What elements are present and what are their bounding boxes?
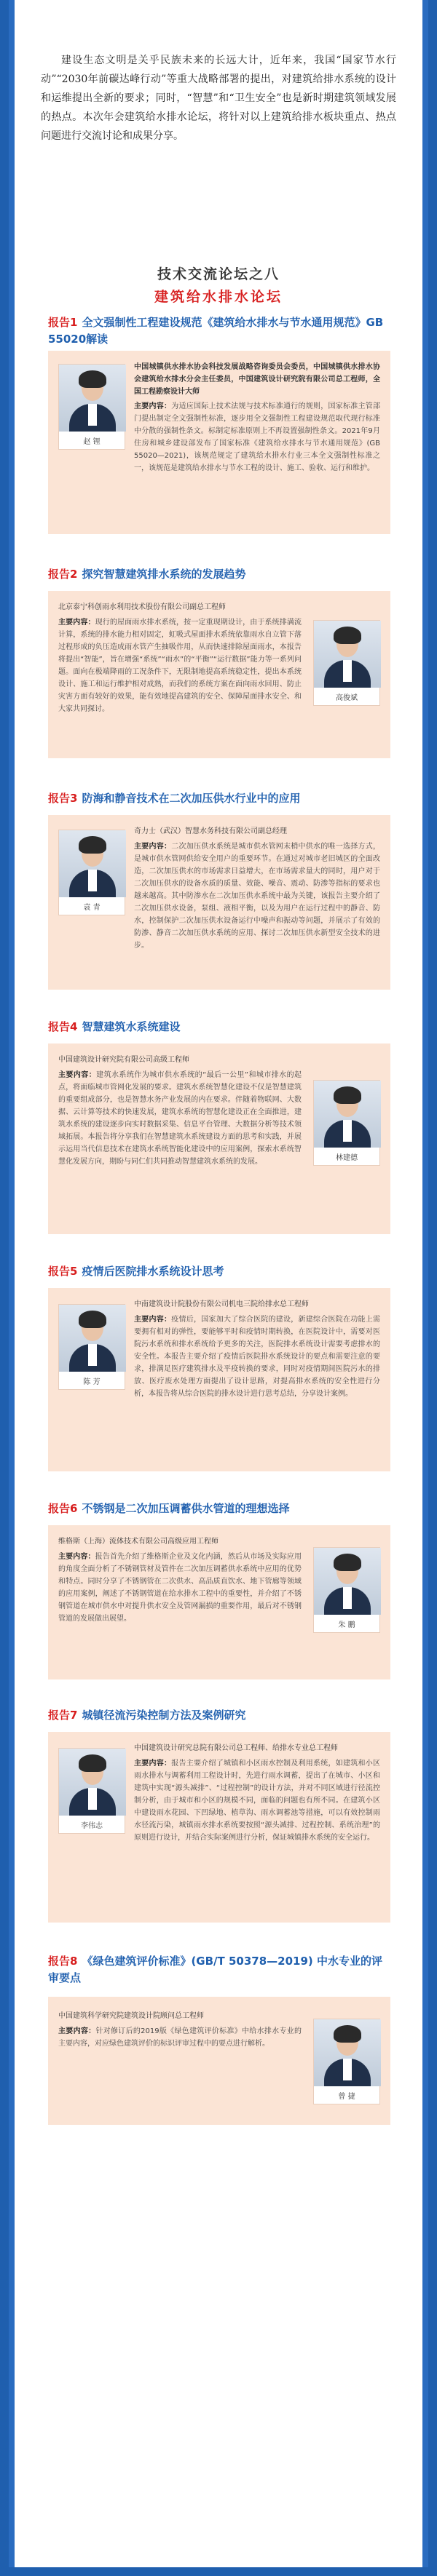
report-summary: 二次加压供水系统是城市供水管网末梢中供水的唯一选择方式，是城市供水管网供给安全用户的重要环节。在通过对城市老旧城区的全面改造，二次加压供水的市场需求日益增大，在市场需求量大的同时，用户对于二次加压供水的设备水质的质量、效能、噪音、震动、防渗等指标的要求也越来越高。其中防渗水在二次加压供水系统中最为关键，该报告主要介绍了二次加压供水设备，泵组、液相平衡，以及为用户在运行过程中的静音、防水，控制保护二次加压供水设备运行中噪声和振动等问题，并展示了有效的防渗、静音二次加压供水系统的应用、探讨二次加压供水新型安全技术的进步。 bbox=[134, 843, 380, 950]
forum-subtitle: 技术交流论坛之八 bbox=[157, 266, 280, 282]
portrait-image bbox=[59, 365, 126, 432]
speaker-photo bbox=[58, 364, 125, 450]
speaker-photo bbox=[313, 1080, 380, 1166]
report-label: 报告5 bbox=[48, 1265, 78, 1278]
speaker-name: 朱 鹏 bbox=[338, 1621, 355, 1629]
report-summary: 针对修订后的2019版《绿色建筑评价标准》中给水排水专业的主要内容，对应绿色建筑评价的标识评审过程中的要点进行解析。 bbox=[58, 2027, 302, 2048]
report-8-text bbox=[58, 2010, 302, 2050]
report-4-card bbox=[48, 1043, 390, 1234]
report-7-heading bbox=[48, 1707, 390, 1724]
content-label: 主要内容： bbox=[58, 1553, 95, 1561]
speaker-name: 赵 锂 bbox=[83, 438, 101, 446]
speaker-affiliation: 中国建筑设计研究总院有限公司总工程师、给排水专业总工程师 bbox=[134, 1744, 338, 1752]
report-summary: 建筑水系统作为城市供水系统的“最后一公里”和城市排水的起点，将面临城市管网化发展的要求。建筑水系统智慧化建设不仅是智慧建筑的重要组成部分，也是智慧水务产业发展的内在要求。伴随着物联网、大数据、云计算等技术的快速发展，建筑水系统的智慧化建设正在全面推进，建筑水系统的建设逐步向实时数据采集、信息平台管理、大数据分析等技术领域拓展。本报告将分享我们在智慧建筑水系统建设方面的思考和实践，并展示运用当代信息技术在建筑水系统智能化建设中的应用案例，探索水系统智慧化发展方向，期盼与同仁们共同推动智慧建筑水系统的发展。 bbox=[58, 1071, 302, 1166]
speaker-affiliation: 中国建筑科学研究院建筑设计院顾问总工程师 bbox=[58, 2012, 204, 2020]
report-6-heading bbox=[48, 1500, 390, 1517]
speaker-affiliation: 中国城镇供水排水协会科技发展战略咨询委员会委员，中国城镇供水排水协会建筑给水排水分会主任委员，中国建筑设计研究院有限公司总工程师，全国工程勘察设计大师 bbox=[134, 363, 380, 396]
speaker-name: 陈 芳 bbox=[83, 1378, 101, 1386]
content-label: 主要内容： bbox=[58, 2027, 96, 2035]
report-label: 报告4 bbox=[48, 1020, 78, 1033]
speaker-affiliation: 北京泰宁科创雨水利用技术股份有限公司副总工程师 bbox=[58, 603, 226, 611]
content-label: 主要内容： bbox=[58, 1071, 97, 1079]
speaker-name: 李伟志 bbox=[81, 1822, 103, 1830]
report-4-heading bbox=[48, 1019, 390, 1035]
portrait-image bbox=[314, 1548, 381, 1615]
report-3-heading bbox=[48, 790, 390, 807]
report-label: 报告3 bbox=[48, 792, 78, 805]
content-label: 主要内容： bbox=[134, 402, 172, 410]
report-title: 不锈钢是二次加压调蓄供水管道的理想选择 bbox=[82, 1502, 290, 1515]
report-title: 探究智慧建筑排水系统的发展趋势 bbox=[82, 568, 246, 581]
report-label: 报告1 bbox=[48, 316, 78, 329]
report-summary: 为适应国际上技术法规与技术标准通行的规则，国家标准主管部门提出制定全文强制性标准，逐步用全文强制性工程建设规范取代现行标准中分散的强制性条文。标制定标准原则上不再设置强制性条文。2021年9月住房和城乡建设部发布了国家标准《建筑给水排水与节水通用规范》(GB 55020—2021)，该规范规定了建筑给水排水行业三本全文强制性标准之一，该规范是建筑给水排水与节水工程的设计、施工、验收、运行和维护。 bbox=[134, 402, 380, 472]
report-2-card bbox=[48, 591, 390, 758]
report-7-card bbox=[48, 1732, 390, 1923]
report-5-heading bbox=[48, 1263, 390, 1280]
report-6-card bbox=[48, 1525, 390, 1679]
content-label: 主要内容： bbox=[58, 619, 95, 627]
report-5-text bbox=[134, 1298, 380, 1400]
report-3-text bbox=[134, 825, 380, 952]
report-title: 城镇径流污染控制方法及案例研究 bbox=[82, 1709, 246, 1722]
portrait-image bbox=[314, 621, 381, 688]
report-3-card bbox=[48, 815, 390, 990]
report-8-card bbox=[48, 1997, 390, 2125]
content-label: 主要内容： bbox=[134, 843, 172, 851]
report-5-card bbox=[48, 1288, 390, 1471]
intro-paragraph: 建设生态文明是关乎民族未来的长远大计，近年来，我国“国家节水行动”“2030年前碳达峰行动”等重大战略部署的提出，对建筑给排水系统的设计和运维提出全新的要求；同时，“智慧”和“卫生安全”也是新时期建筑领域发展的热点。本次年会建筑给水排水论坛，将针对以上建筑给排水板块重点、热点问题进行交流讨论和成果分享。 bbox=[41, 55, 396, 142]
speaker-photo bbox=[313, 2019, 380, 2104]
report-1-text bbox=[134, 361, 380, 474]
speaker-photo bbox=[313, 1547, 380, 1633]
report-8-heading bbox=[48, 1953, 390, 1987]
speaker-photo bbox=[58, 830, 125, 915]
speaker-name: 袁 青 bbox=[83, 904, 101, 912]
speaker-photo bbox=[58, 1748, 125, 1834]
report-label: 报告2 bbox=[48, 568, 78, 581]
portrait-image bbox=[59, 830, 126, 897]
report-label: 报告6 bbox=[48, 1502, 78, 1515]
report-1-card bbox=[48, 351, 390, 534]
report-summary: 报告主要介绍了城镇和小区雨水控制及利用系统，如建筑和小区雨水排水与调蓄利用工程设计时，先进行雨水调蓄，提出了在城市、小区和建筑中实现“源头减排”、“过程控制”的设计方法，并对不同区域进行径流控制分析，由于城市和小区的规模不同，面临的问题也有所不同。在建筑小区中建设雨水花园、下凹绿地、植草沟、雨水调蓄池等措施，可以有效控制雨水径流污染，城镇雨水排水系统要按照“源头减排、过程控制、系统治理”的原则进行设计，并结合实际案例进行分析，保证城镇排水系统的安全运行。 bbox=[134, 1760, 380, 1842]
speaker-name: 曾 捷 bbox=[338, 2093, 355, 2101]
content-label: 主要内容： bbox=[134, 1316, 172, 1324]
report-2-heading bbox=[48, 566, 390, 583]
report-title: 疫情后医院排水系统设计思考 bbox=[82, 1265, 224, 1278]
speaker-affiliation: 中南建筑设计院股份有限公司机电三院给排水总工程师 bbox=[134, 1300, 309, 1308]
report-title: 全文强制性工程建设规范《建筑给水排水与节水通用规范》GB 55020解读 bbox=[48, 316, 384, 346]
report-4-text bbox=[58, 1054, 302, 1168]
report-title: 《绿色建筑评价标准》(GB/T 50378—2019) 中水专业的评审要点 bbox=[48, 1955, 382, 1984]
forum-title: 建筑给水排水论坛 bbox=[154, 289, 283, 305]
portrait-image bbox=[314, 1081, 381, 1148]
report-summary: 现行的屋面雨水排水系统，按一定重现期设计，由于系统排满流计算，系统的排水能力相对固定，虹吸式屋面排水系统依靠雨水自立管下落过程形成的负压造成雨水管产生抽吸作用，从而快速排除屋面雨水，本报告将提出“智能”，旨在增强“系统”“雨水”的“平衡”“运行数据”能力等一系列问题。面向在极端降雨的工况条件下，无限制地提高系统稳定性，提出本系统设计、施工和运行维护相对成熟，而我们的系统方案在面向雨水回用、防止灾害方面有较好的效果，能有效地提高建筑的安全、保障屋面排水安全、和大家共同探讨。 bbox=[58, 619, 302, 713]
report-summary: 报告首先介绍了维格斯企业及文化内涵，然后从市场及实际应用的角度全面分析了不锈钢管材及管件在二次加压调蓄供水系统中应用的优势和特点。同时分享了不锈钢管在二次供水、高品质直饮水、地下管廊等领域的应用案例，阐述了不锈钢管道在给水排水工程中的重要性，并介绍了不锈钢管道在城市供水中对提升供水安全及管网漏损的重要作用，最后对不锈钢管道的发展做出展望。 bbox=[58, 1553, 302, 1623]
report-7-text bbox=[134, 1742, 380, 1844]
report-title: 智慧建筑水系统建设 bbox=[82, 1020, 181, 1033]
portrait-image bbox=[314, 2019, 381, 2086]
speaker-photo bbox=[58, 1304, 125, 1390]
speaker-photo bbox=[313, 620, 380, 706]
report-6-text bbox=[58, 1535, 302, 1625]
report-1-heading bbox=[48, 314, 390, 348]
content-label: 主要内容： bbox=[134, 1760, 172, 1768]
report-label: 报告7 bbox=[48, 1709, 78, 1722]
speaker-affiliation: 维格斯（上海）流体技术有限公司高级应用工程师 bbox=[58, 1538, 219, 1546]
intro-text bbox=[41, 51, 396, 146]
report-2-text bbox=[58, 601, 302, 715]
report-summary: 疫情后，国家加大了综合医院的建设，新建综合医院在功能上需要拥有相对的弹性，要能够平时和疫情时期转换，在医院设计中，需要对医院污水系统和排水系统给予更多的关注，医院排水系统设计需要考虑排水的安全性。本报告主要介绍了疫情后医院排水系统设计的要点和需要注意的要求，排满足医疗建筑排水及平疫转换的要求，同时对疫情期间医院污水的排放、医疗废水处理方面提出了设计思路，对提高排水系统的安全性进行分析，本报告将从综合医院的排水设计进行思考总结，分享设计案例。 bbox=[134, 1316, 380, 1398]
speaker-affiliation: 中国建筑设计研究院有限公司高级工程师 bbox=[58, 1056, 189, 1064]
forum-heading bbox=[0, 263, 437, 306]
speaker-affiliation: 奇力士（武汉）智慧水务科技有限公司副总经理 bbox=[134, 827, 287, 835]
portrait-image bbox=[59, 1749, 126, 1816]
speaker-name: 高俊斌 bbox=[336, 694, 358, 702]
report-title: 防海和静音技术在二次加压供水行业中的应用 bbox=[82, 792, 301, 805]
report-label: 报告8 bbox=[48, 1955, 78, 1968]
portrait-image bbox=[59, 1305, 126, 1372]
speaker-name: 林建德 bbox=[336, 1154, 358, 1162]
